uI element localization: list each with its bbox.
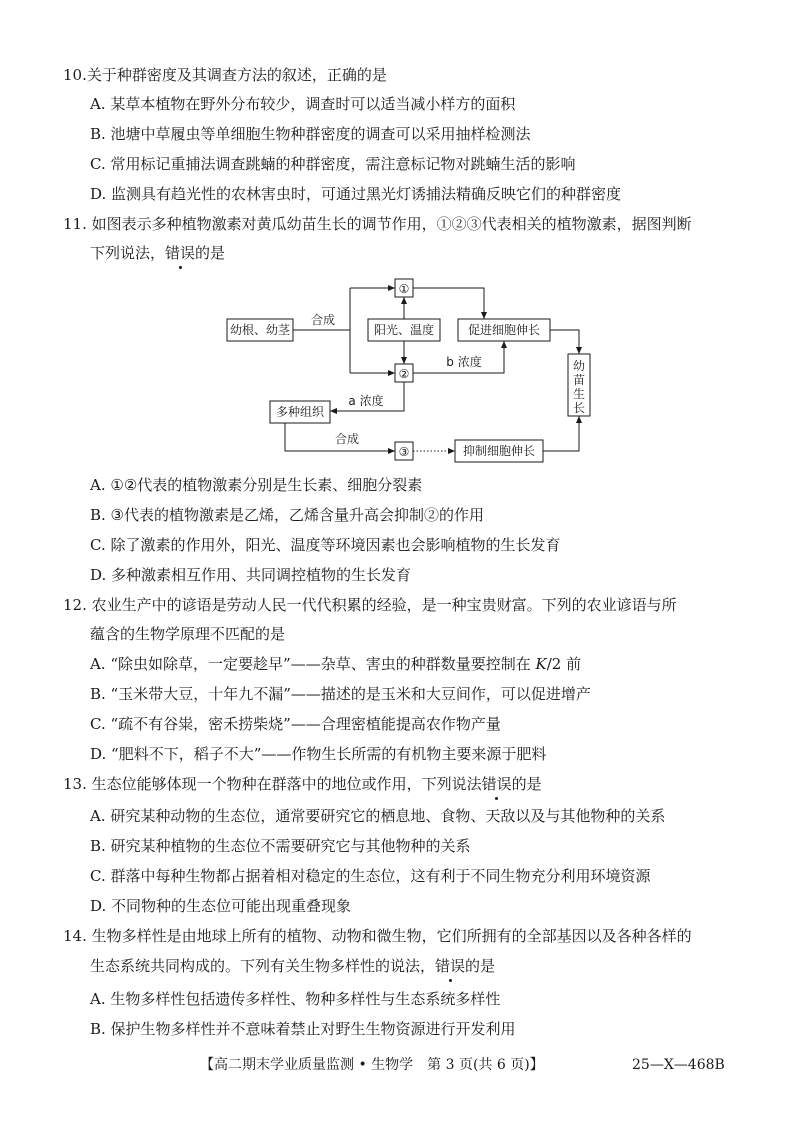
q10-option-d: D. 监测具有趋光性的农林害虫时，可通过黑光灯诱捕法精确反映它们的种群密度: [90, 185, 622, 203]
label-hormone-3: ③: [398, 445, 410, 459]
label-tissues: 多种组织: [275, 405, 325, 419]
label-hormone-1: ①: [398, 282, 410, 296]
q11-stem-suffix: 的是: [195, 244, 226, 262]
q14-option-b: B. 保护生物多样性并不意味着禁止对野生生物资源进行开发利用: [90, 1020, 516, 1038]
label-synthesis-2: 合成: [334, 432, 360, 446]
label-synthesis-1: 合成: [310, 313, 336, 327]
q14-emphasis: [435, 956, 465, 976]
q11-emphasis-text: 错误: [165, 244, 196, 262]
q13-emphasis: [482, 774, 512, 794]
page-footer-label: 【高二期末学业质量监测 • 生物学 第 3 页(共 6 页)】: [200, 1057, 544, 1073]
q14-emphasis-text: 错误: [435, 957, 466, 975]
q12-option-a-k: K: [535, 655, 547, 673]
label-seedling-2: 苗: [572, 373, 586, 387]
q13-option-a: A. 研究某种动物的生态位，通常要研究它的栖息地、食物、天敌以及与其他物种的关系: [90, 807, 666, 825]
hormone-regulation-diagram: [0, 0, 794, 470]
q11-option-b: B. ③代表的植物激素是乙烯，乙烯含量升高会抑制②的作用: [90, 506, 485, 524]
q11-option-c: C. 除了激素的作用外，阳光、温度等环境因素也会影响植物的生长发育: [90, 536, 561, 554]
q12-option-d: D. “肥料不下，稻子不大”——作物生长所需的有机物主要来源于肥料: [90, 745, 547, 763]
q13-stem: [63, 774, 542, 794]
q12-option-c: C. “疏不有谷粜，密禾捞柴烧”——合理密植能提高农作物产量: [90, 715, 501, 733]
q11-option-d: D. 多种激素相互作用、共同调控植物的生长发育: [90, 566, 412, 584]
q12-option-b: B. “玉米带大豆，十年九不漏”——描述的是玉米和大豆间作，可以促进增产: [90, 685, 591, 703]
label-seedling-3: 生: [572, 387, 586, 401]
q13-stem-suffix: 的是: [511, 775, 542, 793]
q13-option-c: C. 群落中每种生物都占据着相对稳定的生态位，这有利于不同生物充分利用环境资源: [90, 867, 651, 885]
q13-option-d: D. 不同物种的生态位可能出现重叠现象: [90, 897, 352, 915]
label-promote: 促进细胞伸长: [467, 323, 541, 337]
q11-stem-prefix: 下列说法，: [90, 244, 166, 262]
q13-option-b: B. 研究某种植物的生态位不需要研究它与其他物种的关系: [90, 837, 471, 855]
label-root-stem: 幼根、幼茎: [229, 323, 291, 337]
label-inhibit: 抑制细胞伸长: [462, 444, 536, 458]
q13-stem-prefix: 13. 生态位能够体现一个物种在群落中的地位或作用，下列说法: [63, 775, 482, 793]
q14-stem-line1: 14. 生物多样性是由地球上所有的植物、动物和微生物，它们所拥有的全部基因以及各种各样的: [63, 927, 692, 945]
label-b-concentration: b 浓度: [446, 355, 482, 369]
q12-option-a-prefix: A. “除虫如除草，一定要趁早”——杂草、害虫的种群数量要控制在: [90, 655, 536, 673]
label-light-temp: 阳光、温度: [373, 323, 435, 337]
q10-option-c: C. 常用标记重捕法调查跳蝻的种群密度，需注意标记物对跳蝻生活的影响: [90, 155, 576, 173]
q14-stem-suffix: 的是: [465, 957, 496, 975]
q10-stem: 10.关于种群密度及其调查方法的叙述，正确的是: [63, 66, 387, 84]
q11-stem-line1: 11. 如图表示多种植物激素对黄瓜幼苗生长的调节作用，①②③代表相关的植物激素，据图判断: [63, 215, 692, 233]
label-hormone-2: ②: [398, 367, 410, 381]
label-seedling-4: 长: [572, 401, 586, 415]
q14-stem-line2: [90, 956, 495, 976]
label-seedling-1: 幼: [572, 359, 586, 373]
q10-option-b: B. 池塘中草履虫等单细胞生物种群密度的调查可以采用抽样检测法: [90, 125, 531, 143]
q11-option-a: A. ①②代表的植物激素分别是生长素、细胞分裂素: [90, 476, 423, 494]
q12-option-a-suffix: /2 前: [546, 655, 582, 673]
page-footer-code: 25—X—468B: [632, 1057, 725, 1073]
q12-stem-line2: 蕴含的生物学原理不匹配的是: [90, 625, 286, 643]
q12-option-a: [90, 654, 581, 674]
q14-stem-prefix: 生态系统共同构成的。下列有关生物多样性的说法，: [90, 957, 436, 975]
q13-emphasis-text: 错误: [481, 775, 512, 793]
q10-option-a: A. 某草本植物在野外分布较少，调查时可以适当减小样方的面积: [90, 95, 516, 113]
q14-option-a: A. 生物多样性包括遗传多样性、物种多样性与生态系统多样性: [90, 990, 501, 1008]
q12-stem-line1: 12. 农业生产中的谚语是劳动人民一代代积累的经验，是一种宝贵财富。下列的农业谚语与所: [63, 596, 677, 614]
label-a-concentration: a 浓度: [348, 394, 384, 408]
